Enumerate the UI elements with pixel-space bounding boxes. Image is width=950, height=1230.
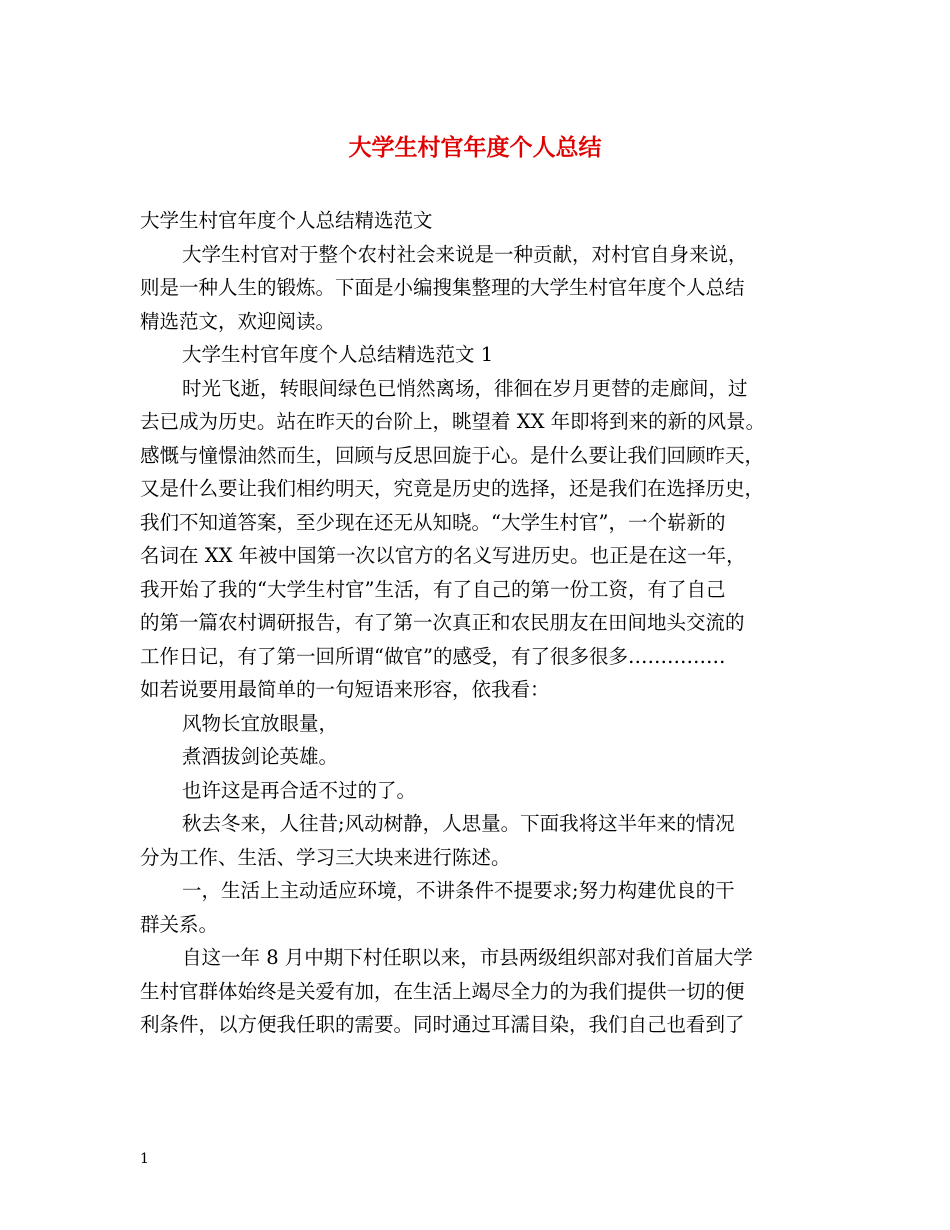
text-line: 分为工作、生活、学习三大块来进行陈述。 (140, 845, 511, 869)
text-line: 自这一年 8 月中期下村任职以来，市县两级组织部对我们首届大学 (182, 946, 753, 969)
text-line: 大学生村官年度个人总结精选范文 (140, 209, 433, 232)
text-line: 去已成为历史。站在昨天的台阶上，眺望着 XX 年即将到来的新的风景。 (140, 410, 766, 433)
text-line: 利条件，以方便我任职的需要。同时通过耳濡目染，我们自己也看到了 (140, 1013, 745, 1036)
text-line: 风物长宜放眼量， (182, 711, 339, 735)
document-title: 大学生村官年度个人总结 (348, 134, 602, 161)
text-line: 秋去冬来，人往昔;风动树静，人思量。下面我将这半年来的情况 (182, 812, 735, 835)
text-line: 名词在 XX 年被中国第一次以官方的名义写进历史。也正是在这一年， (140, 544, 746, 567)
text-line: 也许这是再合适不过的了。 (182, 778, 417, 802)
text-line: 的第一篇农村调研报告，有了第一次真正和农民朋友在田间地头交流的 (140, 611, 745, 634)
text-line: 大学生村官年度个人总结精选范文 1 (182, 343, 494, 366)
document-body (140, 204, 830, 1042)
text-line: 我们不知道答案，至少现在还无从知晓。“大学生村官”，一个崭新的 (140, 510, 726, 534)
text-line: 时光飞逝，转眼间绿色已悄然离场，徘徊在岁月更替的走廊间，过 (182, 376, 748, 400)
text-line: 工作日记，有了第一回所谓“做官”的感受，有了很多很多…………… (140, 644, 726, 668)
text-line: 又是什么要让我们相约明天，究竟是历史的选择，还是我们在选择历史， (140, 477, 765, 500)
text-line: 群关系。 (140, 912, 219, 936)
text-line: 煮酒拔剑论英雄。 (182, 745, 339, 768)
text-line: 如若说要用最简单的一句短语来形容，依我看： (140, 678, 550, 701)
text-line: 则是一种人生的锻炼。下面是小编搜集整理的大学生村官年度个人总结 (140, 276, 745, 299)
text-line: 我开始了我的“大学生村官”生活，有了自己的第一份工资，有了自己 (140, 577, 726, 601)
text-line: 大学生村官对于整个农村社会来说是一种贡献，对村官自身来说， (182, 242, 748, 266)
text-line: 生村官群体始终是关爱有加，在生活上竭尽全力的为我们提供一切的便 (140, 979, 745, 1003)
text-line: 一，生活上主动适应环境，不讲条件不提要求;努力构建优良的干 (182, 879, 735, 902)
text-line: 精选范文，欢迎阅读。 (140, 309, 336, 333)
page-number: 1 (140, 1151, 149, 1167)
text-line: 感慨与憧憬油然而生，回顾与反思回旋于心。是什么要让我们回顾昨天， (140, 443, 765, 467)
